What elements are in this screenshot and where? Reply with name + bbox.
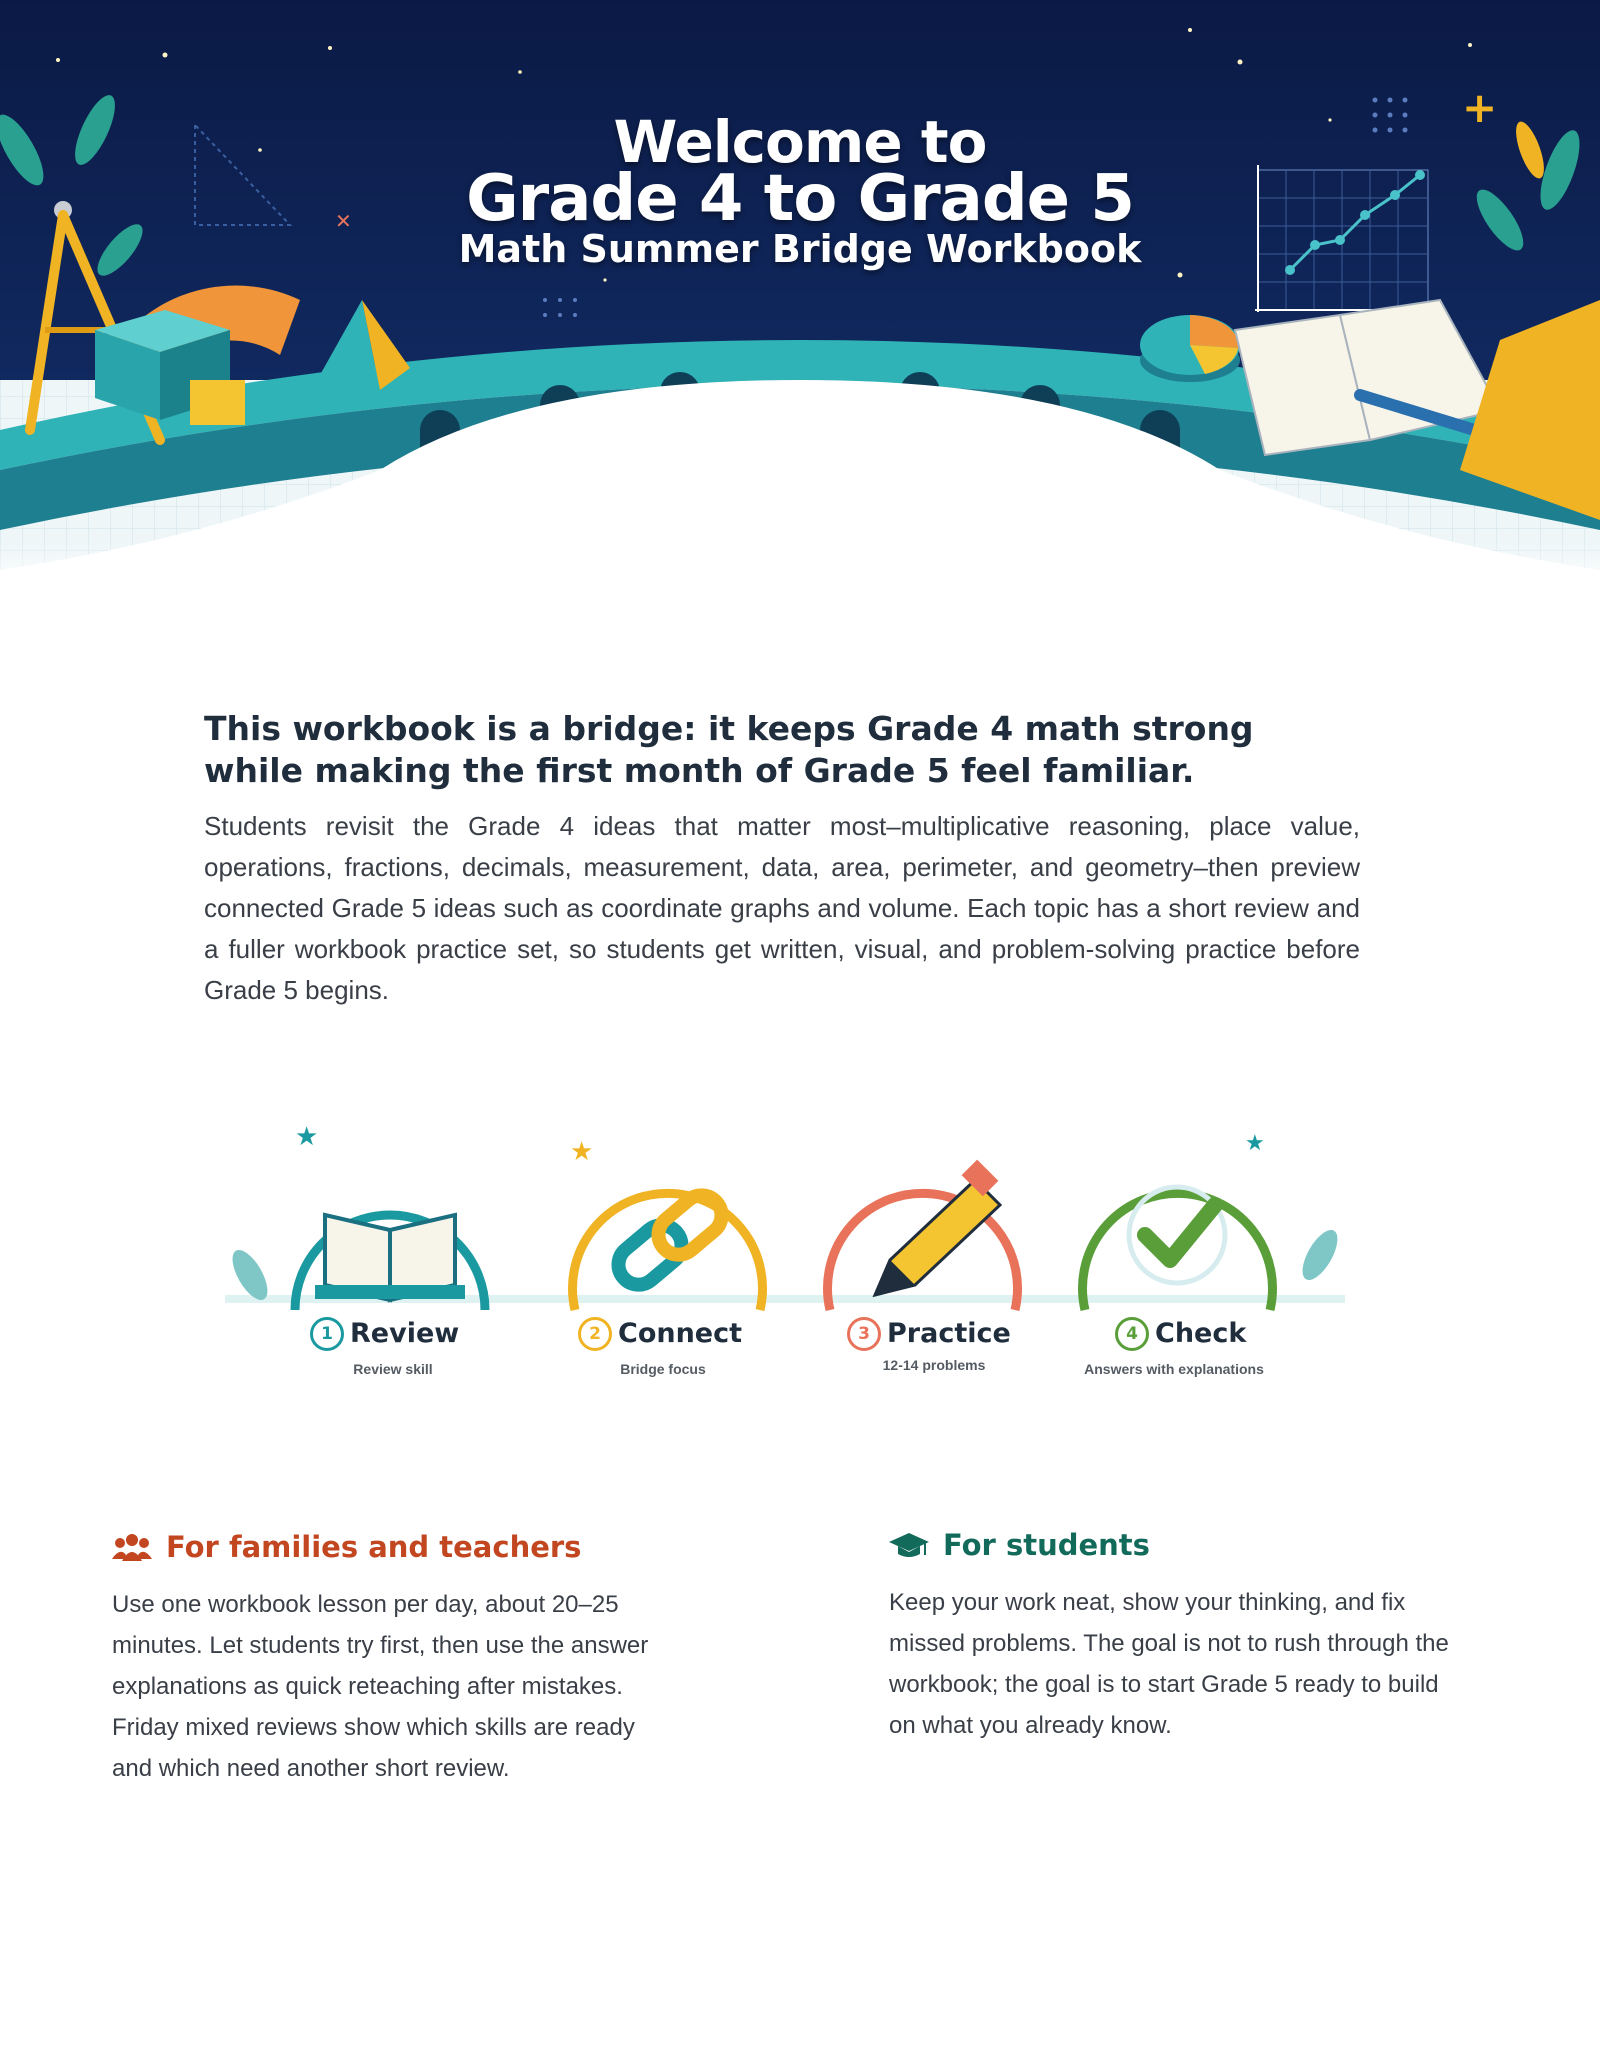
step-label-text: Connect — [618, 1318, 743, 1349]
step-label-text: Practice — [887, 1318, 1011, 1349]
svg-text:★: ★ — [1245, 1131, 1265, 1156]
step-label-text: Check — [1155, 1318, 1247, 1349]
chain-link-icon — [573, 1187, 763, 1310]
step-number: 2 — [578, 1317, 612, 1351]
intro-section — [204, 708, 1360, 1011]
steps-illustration — [195, 1105, 1375, 1315]
step-number: 3 — [847, 1317, 881, 1351]
students-heading — [889, 1528, 1449, 1566]
graduation-cap-icon — [889, 1531, 929, 1566]
step-label-text: Review — [350, 1318, 460, 1349]
students-heading-text: For students — [943, 1528, 1150, 1562]
intro-body: Students revisit the Grade 4 ideas that matter most–multiplicative reasoning, place value, operations, fractions, decimals, measurement, data, area, perimeter, and geometry–then preview connected Grade 5 ideas such as coordinate graphs and volume. Each topic has a short review and a fuller workbook practice set, so students get written, visual, and problem-solving practice before Grade 5 begins. — [204, 811, 1360, 1005]
step-practice — [847, 1317, 1011, 1351]
hero-banner — [0, 0, 1600, 600]
hero-illustration — [0, 0, 1600, 600]
svg-text:★: ★ — [570, 1137, 594, 1167]
families-body: Use one workbook lesson per day, about 20–25 minutes. Let students try first, then use the answer explanations as quick reteaching after mistakes. Friday mixed reviews show which skills are ready and which need another short review. — [112, 1591, 649, 1782]
students-body: Keep your work neat, show your thinking, and fix missed problems. The goal is not to rush through the workbook; the goal is to start Grade 5 ready to build on what you already know. — [889, 1589, 1449, 1739]
pencil-icon — [828, 1160, 1018, 1310]
families-heading-text: For families and teachers — [166, 1530, 582, 1564]
people-group-icon — [112, 1533, 152, 1568]
step-review — [310, 1317, 459, 1351]
students-section — [889, 1528, 1449, 1746]
step-sub: Bridge focus — [620, 1361, 706, 1377]
step-sub: 12-14 problems — [882, 1357, 986, 1373]
step-number: 1 — [310, 1317, 344, 1351]
svg-text:✕: ✕ — [335, 209, 352, 233]
svg-text:★: ★ — [295, 1122, 319, 1152]
families-section — [112, 1530, 672, 1789]
step-sub: Review skill — [353, 1361, 433, 1377]
hero-title-line3: Math Summer Bridge Workbook — [458, 227, 1142, 271]
step-check — [1115, 1317, 1246, 1351]
step-connect — [578, 1317, 742, 1351]
step-sub: Answers with explanations — [1084, 1361, 1264, 1377]
open-book-icon — [295, 1215, 485, 1310]
families-heading — [112, 1530, 672, 1568]
pie-chart-decoration — [1140, 315, 1240, 382]
intro-heading: This workbook is a bridge: it keeps Grade 4 math strong while making the first month of Grade 5 feel familiar. — [204, 709, 1254, 790]
svg-text:+: + — [1462, 83, 1498, 132]
checkmark-icon — [1083, 1187, 1273, 1310]
hero-title-line1: Welcome to — [613, 108, 987, 176]
steps-strip — [195, 1105, 1375, 1405]
step-number: 4 — [1115, 1317, 1149, 1351]
hero-title-line2: Grade 4 to Grade 5 — [466, 162, 1134, 236]
